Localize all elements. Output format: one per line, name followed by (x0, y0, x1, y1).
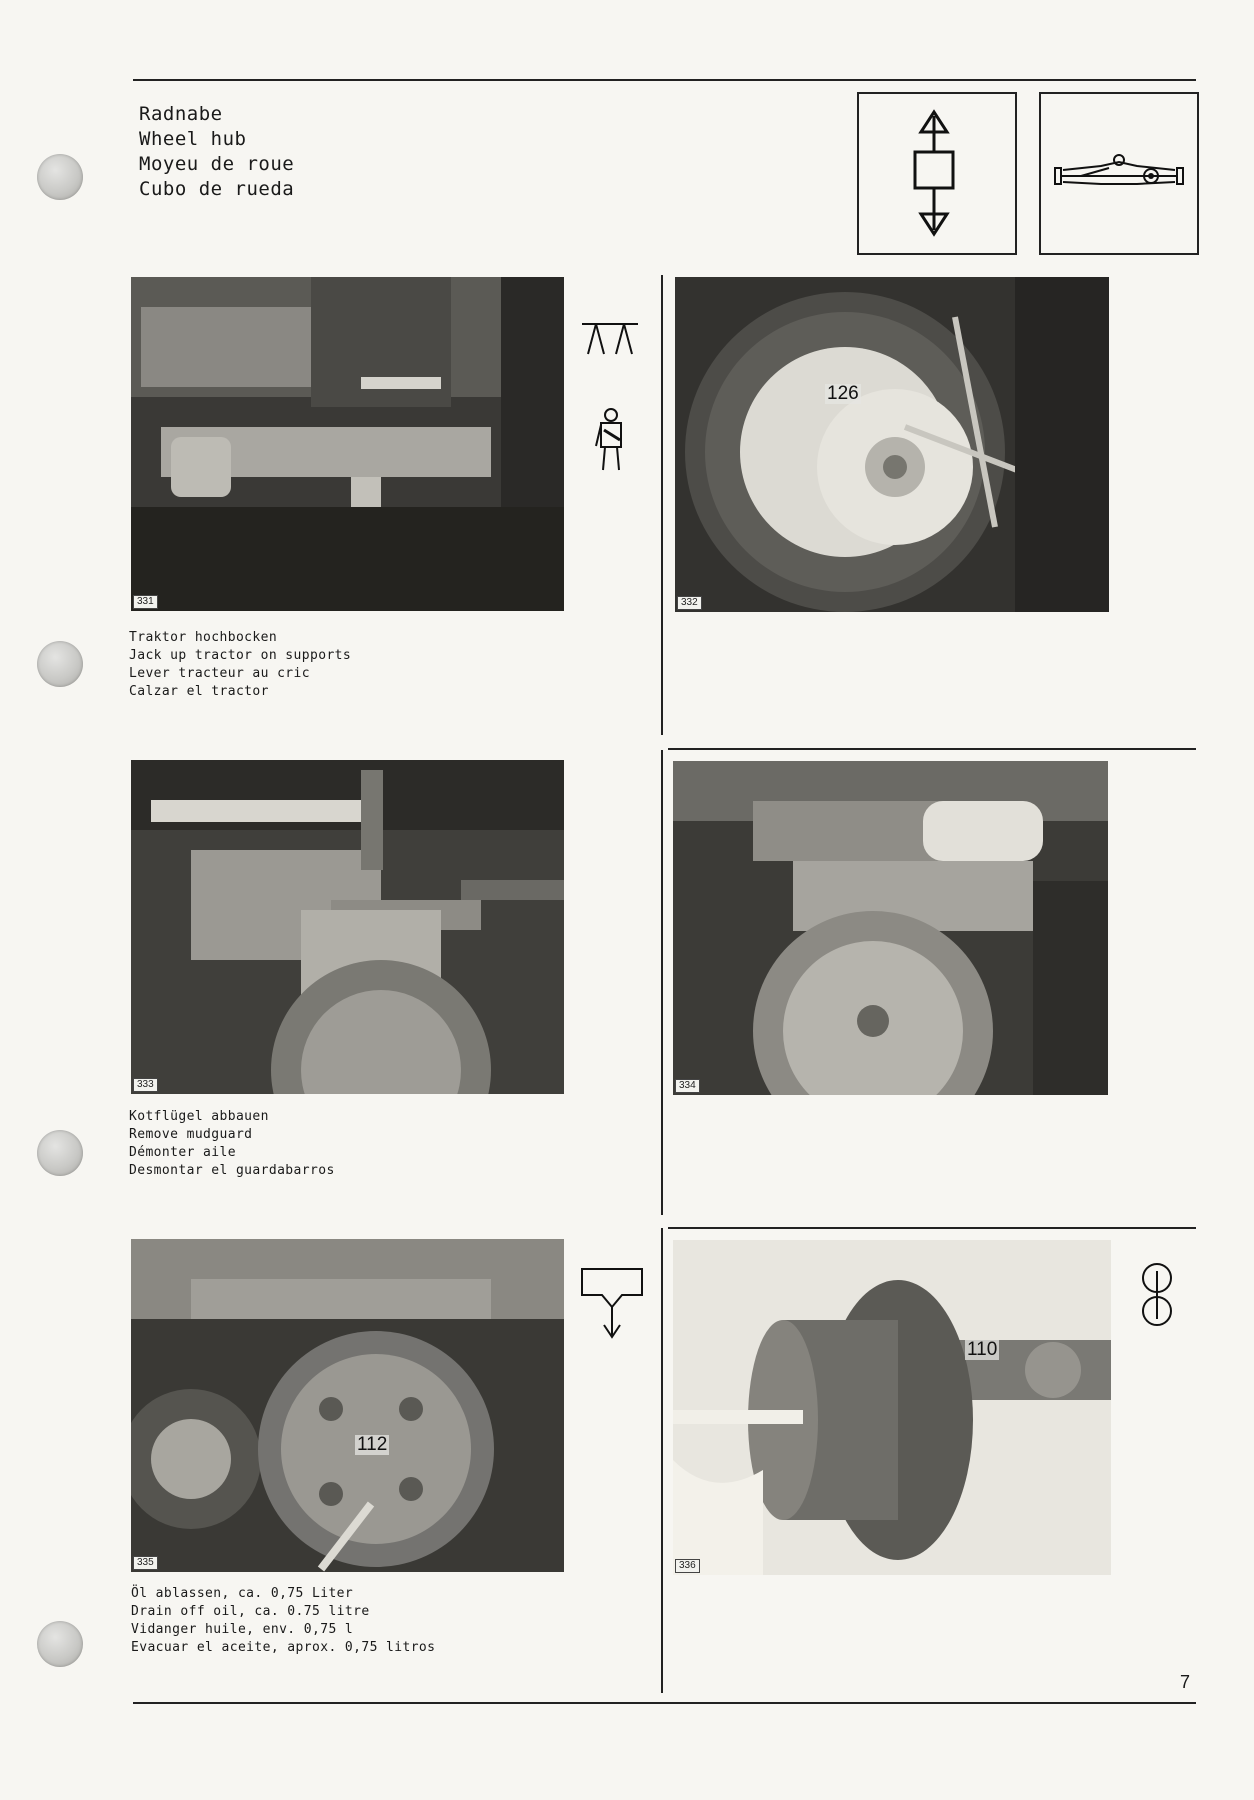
front-axle-icon-box (1039, 92, 1199, 255)
title-line-de: Radnabe (139, 103, 223, 125)
callout-112: 112 (357, 1434, 388, 1455)
caption-line-de: Öl ablassen, ca. 0,75 Liter (131, 1586, 354, 1601)
top-rule (133, 79, 1196, 81)
caption-335 (131, 1585, 435, 1657)
caption-line-de: Kotflügel abbauen (129, 1109, 269, 1124)
column-divider (661, 1228, 663, 1693)
photo-number: 334 (675, 1079, 700, 1093)
binder-hole (37, 1621, 83, 1667)
photo-335 (131, 1239, 564, 1572)
title-line-fr: Moyeu de roue (139, 153, 295, 175)
photo-331 (131, 277, 564, 611)
caption-333 (129, 1108, 335, 1180)
photo-number: 331 (133, 595, 158, 609)
caption-line-es: Calzar el tractor (129, 684, 269, 699)
axle-lift-icon-box (857, 92, 1017, 255)
axle-hub-photo (673, 761, 1108, 1095)
binder-hole (37, 641, 83, 687)
photo-333 (131, 760, 564, 1094)
caption-line-es: Evacuar el aceite, aprox. 0,75 litros (131, 1640, 436, 1655)
column-divider (661, 275, 663, 735)
jack-stands-icon (580, 320, 640, 364)
caption-line-fr: Lever tracteur au cric (129, 666, 310, 681)
mechanic-icon (594, 408, 628, 476)
tractor-underside-photo (131, 277, 564, 611)
oil-drain-icon (580, 1265, 644, 1345)
callout-126: 126 (827, 383, 859, 404)
page-number: 7 (1180, 1672, 1191, 1692)
caption-line-en: Remove mudguard (129, 1127, 253, 1142)
title-line-en: Wheel hub (139, 128, 247, 150)
photo-336 (673, 1240, 1111, 1575)
disassembly-icon (1140, 1263, 1174, 1331)
row-separator (668, 1227, 1196, 1229)
binder-hole (37, 1130, 83, 1176)
photo-number: 332 (677, 596, 702, 610)
photo-number: 333 (133, 1078, 158, 1092)
caption-line-en: Drain off oil, ca. 0.75 litre (131, 1604, 370, 1619)
photo-334 (673, 761, 1108, 1095)
caption-331 (129, 629, 351, 701)
title-line-es: Cubo de rueda (139, 178, 295, 200)
caption-line-fr: Démonter aile (129, 1145, 236, 1160)
bottom-rule (133, 1702, 1196, 1704)
page-title (139, 102, 294, 202)
row-separator (668, 748, 1196, 750)
caption-line-fr: Vidanger huile, env. 0,75 l (131, 1622, 354, 1637)
mudguard-removal-photo (131, 760, 564, 1094)
axle-lift-icon (859, 94, 1015, 253)
caption-line-es: Desmontar el guardabarros (129, 1163, 335, 1178)
front-axle-icon (1041, 94, 1197, 253)
tyre-removal-photo (675, 277, 1109, 612)
hub-cap-removal-photo (673, 1240, 1111, 1575)
photo-number: 335 (133, 1556, 158, 1570)
column-divider (661, 750, 663, 1215)
oil-drain-photo (131, 1239, 564, 1572)
callout-110: 110 (967, 1339, 998, 1360)
binder-hole (37, 154, 83, 200)
caption-line-de: Traktor hochbocken (129, 630, 278, 645)
caption-line-en: Jack up tractor on supports (129, 648, 352, 663)
photo-number: 336 (675, 1559, 700, 1573)
photo-332 (675, 277, 1109, 612)
